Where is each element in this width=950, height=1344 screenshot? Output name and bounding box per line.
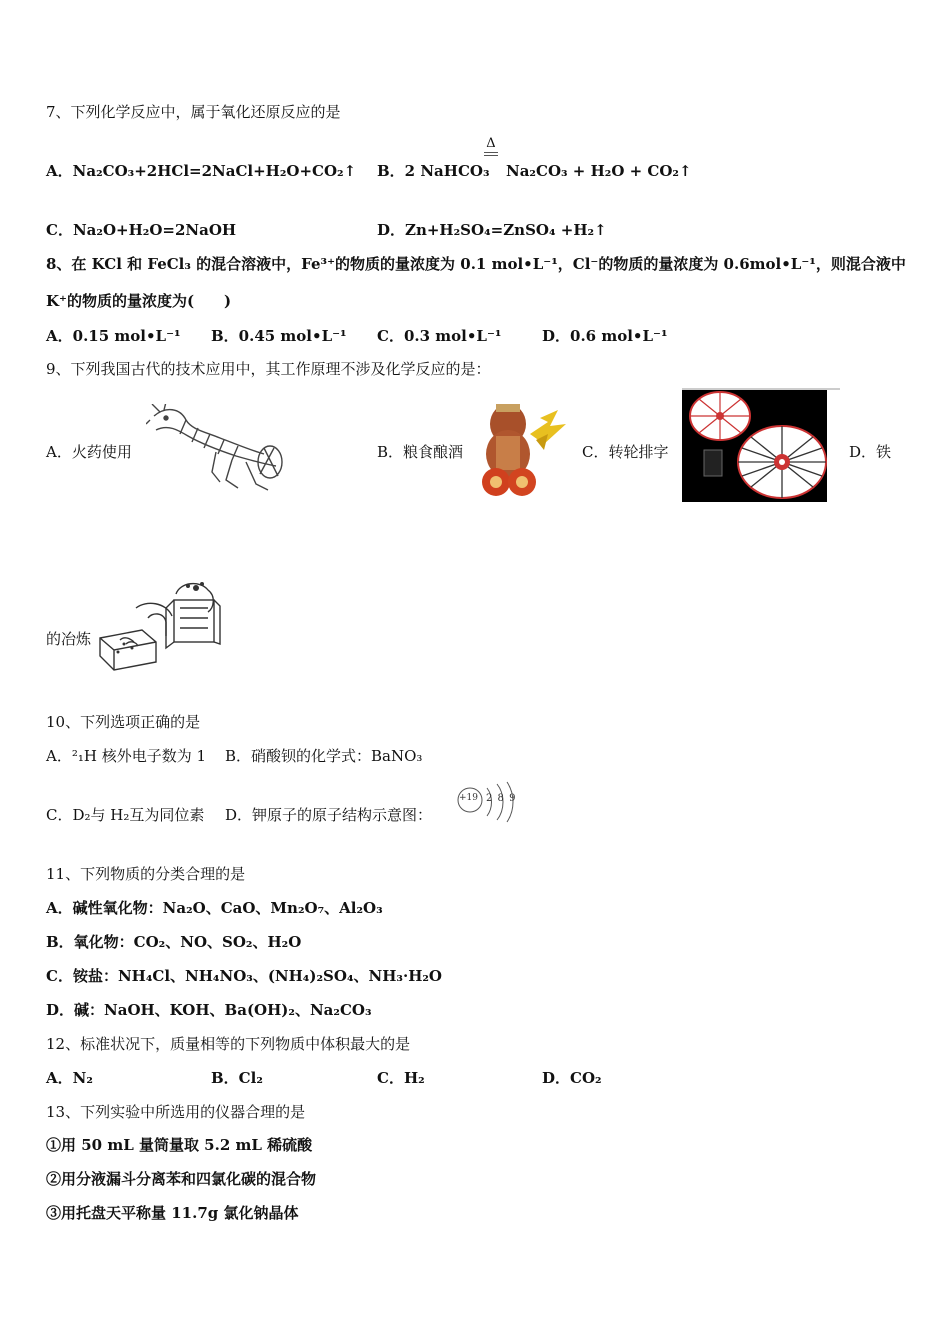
q10-option-a: A．²₁H 核外电子数为 1 [46,747,207,765]
q8-option-a: A．0.15 mol•L⁻¹ [46,327,181,345]
wine-jars-image [478,400,573,500]
q10-title: 10、下列选项正确的是 [46,713,201,731]
q9-option-d-part1: D．铁 [849,443,892,461]
q11-option-c: C．铵盐：NH₄Cl、NH₄NO₃、(NH₄)₂SO₄、NH₃·H₂O [46,967,442,985]
q11-option-d: D．碱：NaOH、KOH、Ba(OH)₂、Na₂CO₃ [46,1001,372,1019]
q9-option-d-part2: 的冶炼 [46,630,92,648]
q11-option-a: A．碱性氧化物：Na₂O、CaO、Mn₂O₇、Al₂O₃ [46,899,383,917]
q7-option-a: A．Na₂CO₃+2HCl=2NaCl+H₂O+CO₂↑ [46,162,357,180]
potassium-atom-diagram [455,780,520,824]
q12-option-b: B．Cl₂ [211,1069,263,1087]
q13-item-1: ①用 50 mL 量筒量取 5.2 mL 稀硫酸 [46,1136,313,1154]
q7-option-b-left: B．2 NaHCO₃ [377,162,490,180]
atom-nucleus: +19 [459,793,478,803]
q12-option-a: A．N₂ [46,1069,93,1087]
q9-option-a: A．火药使用 [46,443,132,461]
iron-smelting-image [96,578,224,678]
gunpowder-dragon-image [146,404,286,494]
q13-item-3: ③用托盘天平称量 11.7g 氯化钠晶体 [46,1204,299,1222]
q8-line2: K⁺的物质的量浓度为( ) [46,292,232,310]
q11-title: 11、下列物质的分类合理的是 [46,865,246,883]
q8-option-d: D．0.6 mol•L⁻¹ [542,327,668,345]
rotary-type-wheel-image [682,388,840,502]
q8-option-c: C．0.3 mol•L⁻¹ [377,327,502,345]
q8-line1: 8、在 KCl 和 FeCl₃ 的混合溶液中，Fe³⁺的物质的量浓度为 0.1 mol•L⁻¹，Cl⁻的物质的量浓度为 0.6mol•L⁻¹，则混合液中 [46,255,906,273]
q10-option-b: B．硝酸钡的化学式：BaNO₃ [225,747,423,765]
q9-option-b: B．粮食酿酒 [377,443,464,461]
q7-b-condition [484,137,498,156]
atom-shells: 2 8 9 [486,793,517,804]
q8-option-b: B．0.45 mol•L⁻¹ [211,327,347,345]
q7-option-d: D．Zn+H₂SO₄=ZnSO₄ +H₂↑ [377,221,607,239]
q12-title: 12、标准状况下，质量相等的下列物质中体积最大的是 [46,1035,411,1053]
q10-option-c: C．D₂与 H₂互为同位素 [46,806,205,824]
q9-option-c: C．转轮排字 [582,443,669,461]
q13-item-2: ②用分液漏斗分离苯和四氯化碳的混合物 [46,1170,317,1188]
q13-title: 13、下列实验中所选用的仪器合理的是 [46,1103,306,1121]
q9-title: 9、下列我国古代的技术应用中，其工作原理不涉及化学反应的是： [46,360,491,378]
heat-condition: Δ [486,136,496,151]
q12-option-c: C．H₂ [377,1069,425,1087]
q12-option-d: D．CO₂ [542,1069,602,1087]
q7-option-c: C．Na₂O+H₂O=2NaOH [46,221,237,239]
q7-option-b-right: Na₂CO₃ + H₂O + CO₂↑ [506,162,692,180]
q10-option-d: D．钾原子的原子结构示意图： [225,806,433,824]
q7-title: 7、下列化学反应中，属于氧化还原反应的是 [46,103,341,121]
q11-option-b: B．氧化物：CO₂、NO、SO₂、H₂O [46,933,302,951]
